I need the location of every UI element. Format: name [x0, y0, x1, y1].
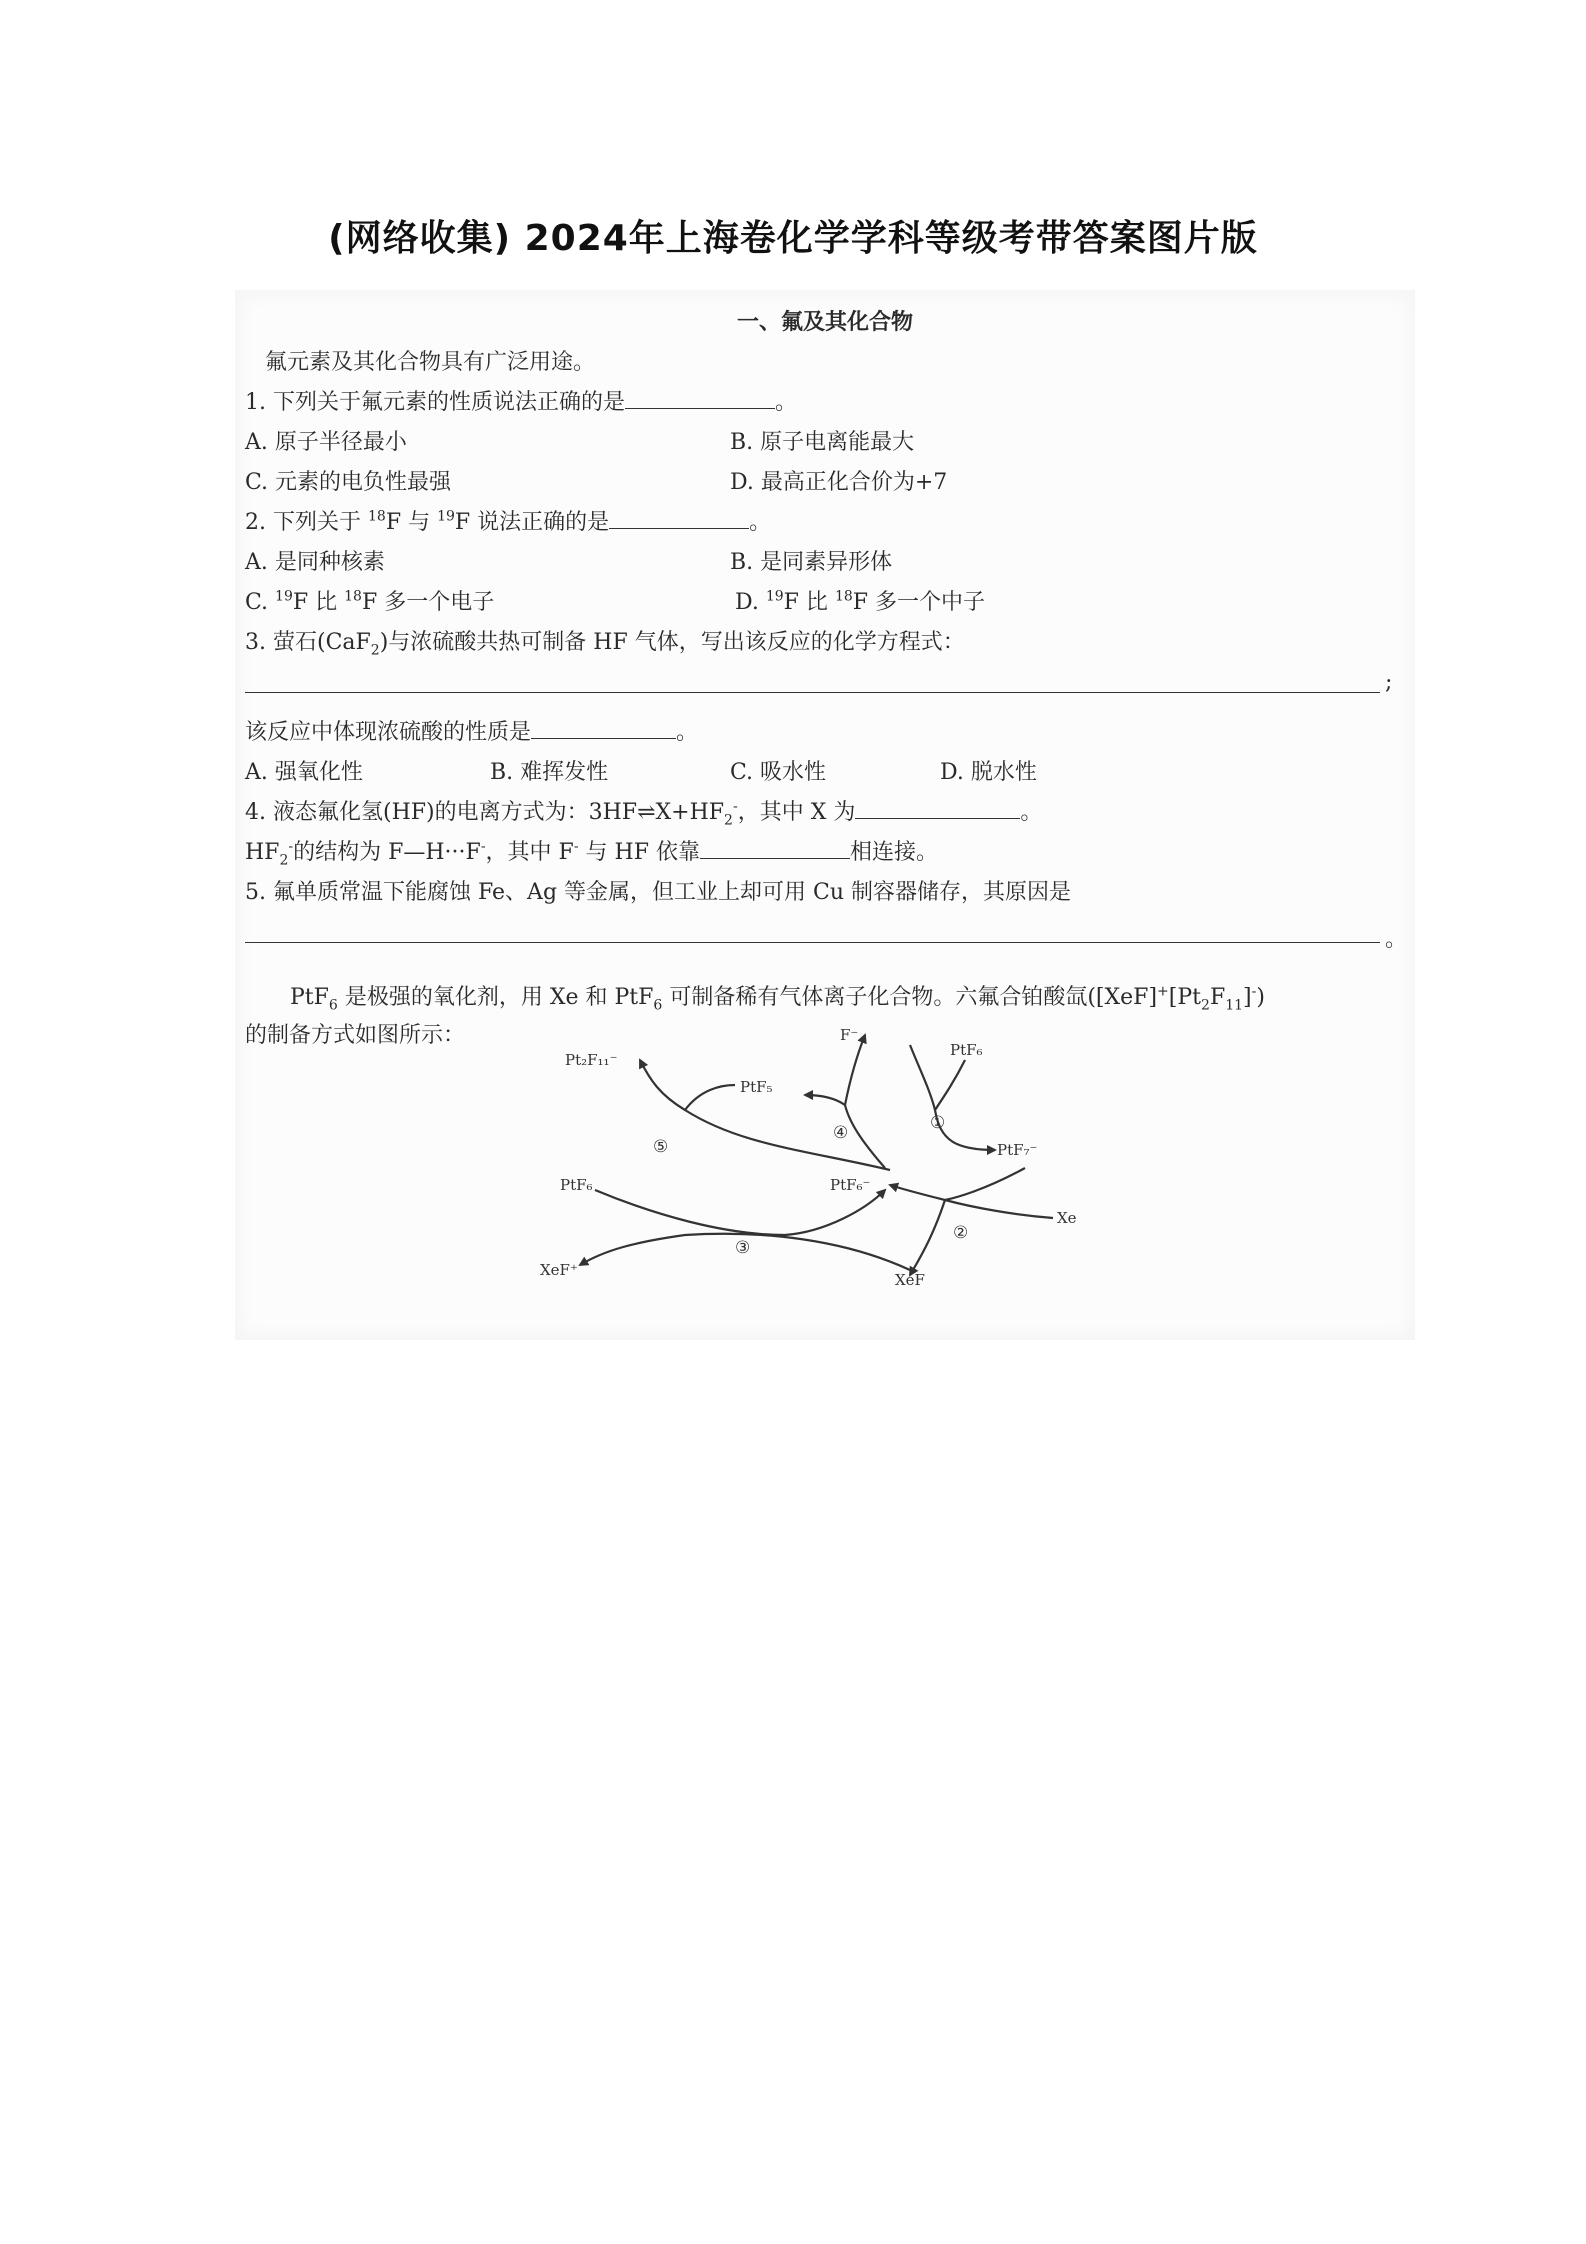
q4-sub-2: 2: [724, 812, 733, 829]
q2-f-symbol-2: F: [454, 510, 471, 535]
q3-option-c: C. 吸水性: [730, 760, 827, 785]
label-xef: XeF: [895, 1271, 925, 1289]
scanned-exam-image: [235, 290, 1415, 1340]
label-xef-plus: XeF⁺: [540, 1261, 578, 1279]
ptf6-p1-c: 可制备稀有气体离子化合物。六氟合铂酸氙([XeF]: [662, 985, 1158, 1010]
step-5-number: ⑤: [653, 1137, 669, 1157]
document-title: (网络收集) 2024年上海卷化学学科等级考带答案图片版: [328, 218, 1258, 259]
q4-bond-blank: [700, 836, 850, 859]
q1-stem-end: 。: [775, 390, 798, 415]
q4-l2-sup: -: [288, 838, 294, 855]
q3-option-a: A. 强氧化性: [245, 760, 363, 785]
label-pt2f11-minus: Pt₂F₁₁⁻: [565, 1051, 618, 1069]
equilibrium-arrow-icon: ⇌: [637, 800, 656, 825]
ptf6-sup-minus: -: [1251, 983, 1257, 1000]
q2-mass-19: 19: [437, 508, 455, 525]
q1-option-d: D. 最高正化合价为+7: [730, 470, 948, 495]
q2-answer-blank: [609, 506, 749, 529]
q2-optc-post: F 多一个电子: [361, 590, 495, 615]
q2-optd-pre: D.: [735, 590, 766, 615]
q2-option-a: A. 是同种核素: [245, 550, 385, 575]
q2-stem-end: 。: [749, 510, 772, 535]
ptf6-p1-f: ]: [1243, 985, 1252, 1010]
q2-optd-mid: F 比: [783, 590, 835, 615]
label-ptf6-minus: PtF₆⁻: [830, 1176, 871, 1194]
q4-l2-c: ，其中 F: [485, 840, 574, 865]
q3-stem2-end: 。: [676, 720, 699, 745]
q2-option-d: [735, 585, 985, 616]
ptf6-paragraph-line-1: [290, 980, 1265, 1013]
question-3-stem: [245, 625, 965, 658]
q2-optd-mass-18: 18: [834, 588, 853, 605]
q2-optc-mid: F 比: [292, 590, 345, 615]
step-4-stem: [845, 1105, 885, 1168]
label-xe: Xe: [1057, 1209, 1077, 1227]
q5-answer-line: [245, 942, 1380, 943]
label-ptf6-top: PtF₆: [950, 1041, 983, 1059]
step-3-number: ③: [735, 1238, 751, 1258]
q2-optd-post: F 多一个中子: [852, 590, 986, 615]
step-4-to-ptf5: [805, 1095, 845, 1105]
q2-optd-mass-19: 19: [765, 588, 784, 605]
q2-option-c: [245, 585, 494, 616]
q4-l2-sub: 2: [279, 852, 289, 869]
ptf6-sub-2: 2: [1201, 997, 1210, 1014]
step-3-to-ptf6-minus: [595, 1190, 885, 1235]
ptf6-sub-11: 11: [1225, 997, 1244, 1014]
label-ptf7-minus: PtF₇⁻: [997, 1141, 1038, 1159]
q4-l2-b: 的结构为 F—H···F: [293, 840, 481, 865]
q3-stem-post: )与浓硫酸共热可制备 HF 气体，写出该反应的化学方程式：: [379, 630, 965, 655]
question-4-line-2: [245, 835, 938, 868]
ptf6-paragraph-line-2: 的制备方式如图所示：: [245, 1023, 466, 1048]
q3-semicolon: ;: [1385, 670, 1393, 695]
ptf5-branch: [685, 1085, 735, 1110]
q4-stem-end: 。: [1020, 800, 1043, 825]
q4-stem-pre: 4. 液态氟化氢(HF)的电离方式为：3HF: [245, 800, 638, 825]
step-2-to-ptf6-minus: [890, 1185, 945, 1200]
step-4-to-f-minus: [845, 1035, 865, 1105]
q5-end: 。: [1385, 927, 1408, 952]
ptf6-p1-b: 是极强的氧化剂，用 Xe 和 PtF: [337, 985, 654, 1010]
q2-f-symbol-1: F: [385, 510, 402, 535]
ptf6-p1-g: ): [1256, 985, 1265, 1010]
ptf6-sup-plus: +: [1157, 983, 1169, 1000]
ptf6-sub-6: 6: [328, 997, 338, 1014]
q2-optc-mass-19: 19: [275, 588, 293, 605]
q1-option-a: A. 原子半径最小: [245, 430, 407, 455]
question-3-property-stem: [245, 715, 698, 746]
q1-option-c: C. 元素的电负性最强: [245, 470, 452, 495]
q4-l2-a: HF: [245, 840, 280, 865]
question-1-stem: [245, 385, 797, 416]
step-4-number: ④: [833, 1123, 849, 1143]
label-ptf5: PtF₅: [740, 1078, 773, 1096]
step-2-ptf7-branch: [945, 1168, 1025, 1200]
question-4-stem: [245, 795, 1042, 828]
q1-option-b: B. 原子电离能最大: [730, 430, 915, 455]
step-1-f-branch: [910, 1045, 935, 1110]
section-intro: 氟元素及其化合物具有广泛用途。: [265, 350, 596, 375]
q3-stem2-text: 该反应中体现浓硫酸的性质是: [245, 720, 532, 745]
q4-l2-sup2: -: [480, 838, 486, 855]
ptf6-sub-6b: 6: [653, 997, 663, 1014]
q1-stem-text: 1. 下列关于氟元素的性质说法正确的是: [245, 390, 625, 415]
ptf6-p1-d: [Pt: [1168, 985, 1202, 1010]
step-1-ptf6-branch: [935, 1060, 965, 1110]
q2-and: 与: [401, 510, 438, 535]
label-ptf6-left: PtF₆: [560, 1176, 593, 1194]
ptf6-p1-a: PtF: [290, 985, 329, 1010]
q3-option-d: D. 脱水性: [940, 760, 1037, 785]
step-1-number: ①: [930, 1113, 946, 1133]
q4-sup-minus: -: [732, 798, 738, 815]
q4-l2-e: 相连接。: [849, 840, 938, 865]
q4-x-blank: [855, 796, 1020, 819]
q2-stem-post: 说法正确的是: [470, 510, 610, 535]
step-2-to-xef: [910, 1200, 945, 1275]
step-2-number: ②: [953, 1223, 969, 1243]
q4-l2-d: 与 HF 依靠: [578, 840, 700, 865]
q3-property-blank: [531, 716, 676, 739]
q2-option-b: B. 是同素异形体: [730, 550, 893, 575]
label-f-minus: F⁻: [840, 1026, 859, 1044]
q2-mass-18: 18: [367, 508, 386, 525]
step-2-xe-branch: [945, 1200, 1053, 1218]
q3-option-b: B. 难挥发性: [490, 760, 609, 785]
q4-l2-sup3: -: [573, 838, 579, 855]
q2-optc-pre: C.: [245, 590, 276, 615]
q4-stem-mid: X+HF: [655, 800, 725, 825]
q3-sub-2: 2: [370, 642, 380, 659]
q1-answer-blank: [625, 386, 775, 409]
question-5-stem: 5. 氟单质常温下能腐蚀 Fe、Ag 等金属，但工业上却可用 Cu 制容器储存，其原因是: [245, 880, 1072, 905]
q2-optc-mass-18: 18: [344, 588, 362, 605]
reaction-cycle-diagram: [505, 1026, 1185, 1350]
q4-stem-post: ，其中 X 为: [737, 800, 856, 825]
question-2-stem: [245, 505, 771, 536]
q3-equation-answer-line: [245, 692, 1380, 693]
section-title: 一、氟及其化合物: [736, 310, 913, 335]
ptf6-p1-e: F: [1209, 985, 1226, 1010]
q2-stem-pre: 2. 下列关于: [245, 510, 368, 535]
q3-stem-pre: 3. 萤石(CaF: [245, 630, 371, 655]
